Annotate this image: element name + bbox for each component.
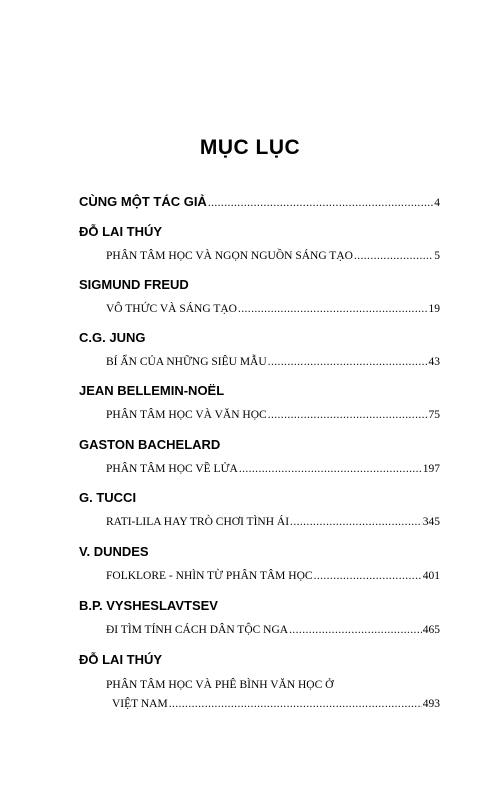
toc-entry-line1[interactable]: PHÂN TÂM HỌC VÀ PHÊ BÌNH VĂN HỌC Ở <box>106 679 334 691</box>
dot-leader <box>314 568 422 584</box>
toc-entry-label: PHÂN TÂM HỌC VÀ NGỌN NGUỒN SÁNG TẠO <box>106 250 353 262</box>
toc-entry-label: PHÂN TÂM HỌC VỀ LỬA <box>106 463 238 475</box>
toc-entry[interactable] <box>106 407 440 423</box>
toc-entry-label: FOLKLORE - NHÌN TỪ PHÂN TÂM HỌC <box>106 570 313 582</box>
toc-entry-first[interactable] <box>79 194 440 211</box>
toc-entry[interactable] <box>106 248 440 264</box>
toc-entry-label: BÍ ẨN CỦA NHỮNG SIÊU MẪU <box>106 356 267 368</box>
toc-page-number: 345 <box>422 516 440 528</box>
toc-entry[interactable] <box>106 461 440 477</box>
toc-author-heading: SIGMUND FREUD <box>79 277 189 292</box>
toc-author-heading: JEAN BELLEMIN-NOËL <box>79 383 225 398</box>
toc-author-heading: GASTON BACHELARD <box>79 437 221 452</box>
dot-leader <box>289 622 422 638</box>
toc-entry-label: VÔ THỨC VÀ SÁNG TẠO <box>106 303 237 315</box>
dot-leader <box>239 461 422 477</box>
toc-entry-label: CÙNG MỘT TÁC GIẢ <box>79 194 207 209</box>
toc-author-heading: G. TUCCI <box>79 490 137 505</box>
dot-leader <box>268 354 428 370</box>
toc-author-heading: C.G. JUNG <box>79 330 146 345</box>
dot-leader <box>290 514 422 530</box>
toc-entry-label: RATI-LILA HAY TRÒ CHƠI TÌNH ÁI <box>106 516 290 528</box>
toc-page-number: 493 <box>422 698 440 710</box>
toc-entry[interactable] <box>106 301 440 317</box>
page-title: MỤC LỤC <box>199 136 301 159</box>
dot-leader <box>208 195 433 211</box>
toc-entry[interactable] <box>106 568 440 584</box>
toc-page-number: 75 <box>428 409 440 421</box>
toc-author-heading: ĐỖ LAI THÚY <box>79 652 163 667</box>
dot-leader <box>354 248 433 264</box>
toc-author-heading: B.P. VYSHESLAVTSEV <box>79 598 218 613</box>
toc-author-heading: ĐỖ LAI THÚY <box>79 224 163 239</box>
dot-leader <box>169 696 422 712</box>
toc-page-number: 197 <box>422 463 440 475</box>
toc-entry-label: VIỆT NAM <box>112 698 168 710</box>
toc-page-number: 43 <box>428 356 440 368</box>
toc-entry[interactable] <box>106 622 440 638</box>
toc-page-number: 5 <box>434 250 440 262</box>
toc-page-number: 19 <box>428 303 440 315</box>
toc-entry[interactable] <box>106 354 440 370</box>
dot-leader <box>238 301 428 317</box>
toc-entry-label: ĐI TÌM TÍNH CÁCH DÂN TỘC NGA <box>106 624 289 636</box>
toc-page-number: 401 <box>422 570 440 582</box>
toc-entry[interactable] <box>106 514 440 530</box>
dot-leader <box>268 407 428 423</box>
toc-author-heading: V. DUNDES <box>79 544 149 559</box>
toc-entry[interactable] <box>112 696 440 712</box>
toc-entry-label: PHÂN TÂM HỌC VÀ VĂN HỌC <box>106 409 267 421</box>
toc-page-number: 4 <box>434 197 440 209</box>
toc-page-number: 465 <box>422 624 440 636</box>
